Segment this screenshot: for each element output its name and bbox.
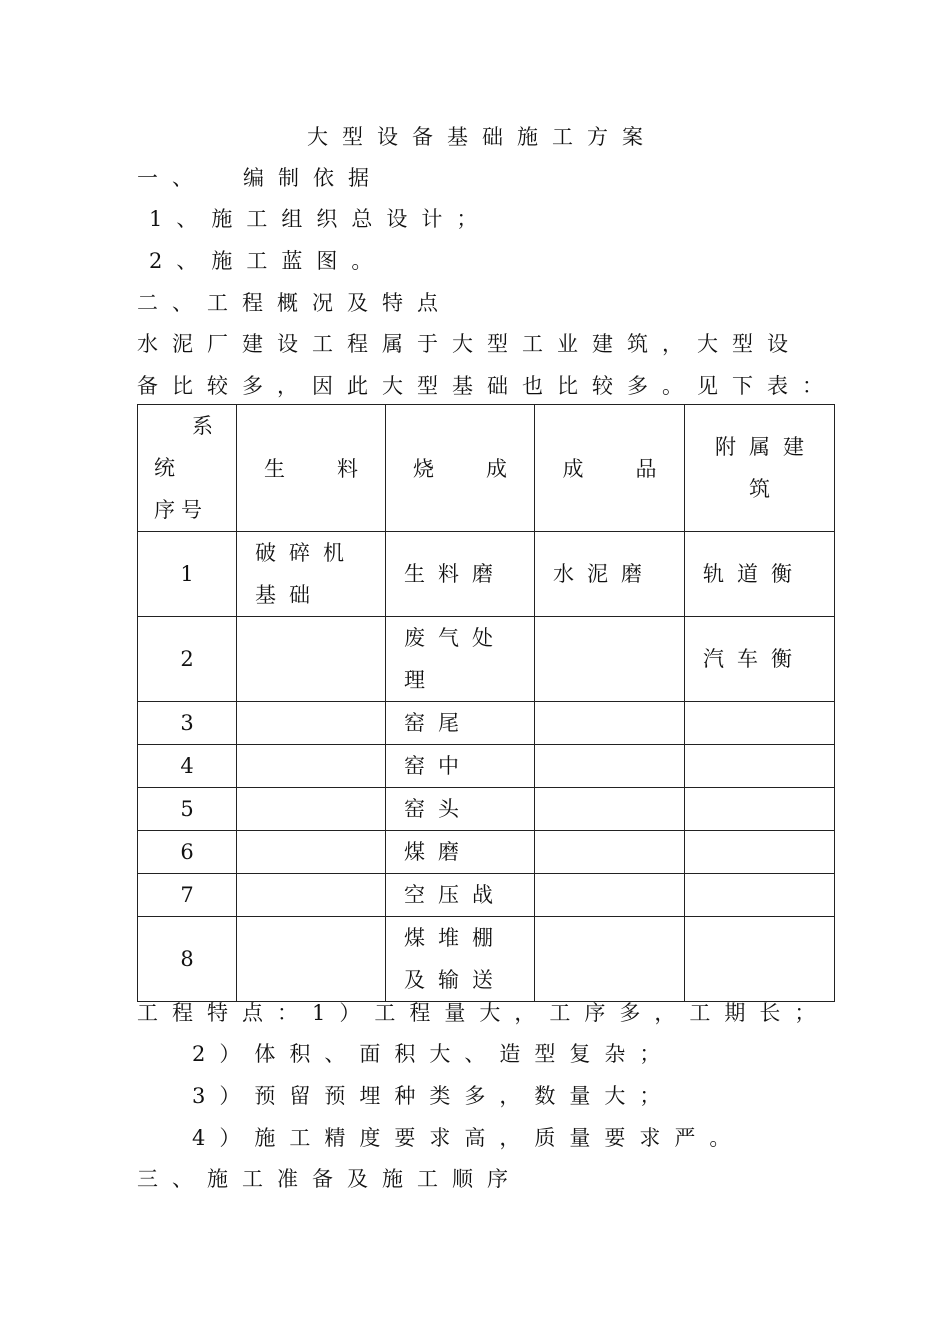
cell-finished-product [535,917,685,1002]
cell-raw-material [237,617,386,702]
row-number: 7 [138,874,237,917]
cell-raw-material [237,788,386,831]
header-raw-a: 生 [264,457,285,481]
header-auxiliary-building [685,405,835,532]
cell-burning [386,702,535,745]
feature-item-4: 4）施工精度要求高，质量要求严。 [192,1126,745,1150]
feature-item-3: 3）预留预埋种类多，数量大； [192,1084,675,1108]
cell-burning-line: 窑头 [404,797,472,821]
row-number: 8 [138,917,237,1002]
cell-auxiliary [685,917,835,1002]
header-system-no [138,405,237,532]
cell-finished-product [535,788,685,831]
cell-auxiliary [685,532,835,617]
header-burn-a: 烧 [413,457,434,481]
cell-auxiliary [685,831,835,874]
table-body [138,532,835,1002]
document-title: 大型设备基础施工方案 [307,125,657,149]
cell-auxiliary-line: 汽车衡 [703,647,805,671]
cell-raw-material [237,702,386,745]
header-system-no-line-3: 序号 [154,498,208,522]
cell-burning [386,788,535,831]
cell-burning [386,532,535,617]
cell-raw-material [237,831,386,874]
header-prod-b: 品 [635,457,657,481]
cell-finished-product [535,617,685,702]
header-system-no-line-2: 统 [154,456,181,480]
table-row [138,831,835,874]
row-number: 1 [138,532,237,617]
cell-burning-line: 理 [404,668,438,692]
table-header-row [138,405,835,532]
cell-finished-product [535,745,685,788]
section-2-heading: 二、工程概况及特点 [137,291,452,315]
cell-burning [386,745,535,788]
cell-auxiliary-line: 轨道衡 [703,562,805,586]
table-row [138,702,835,745]
cell-finished-product-line: 水泥磨 [553,562,655,586]
cell-raw-material [237,874,386,917]
header-burning [386,405,535,532]
header-finished-product [535,405,685,532]
row-number: 6 [138,831,237,874]
row-number: 2 [138,617,237,702]
header-aux-line-2: 筑 [749,477,783,501]
table-row [138,874,835,917]
cell-auxiliary [685,702,835,745]
header-system-no-line-1: 系 [192,414,219,438]
cell-burning [386,917,535,1002]
basis-item-2: 2、施工蓝图。 [149,249,387,273]
header-prod-a: 成 [562,457,584,481]
cell-finished-product [535,874,685,917]
header-burn-b: 成 [486,457,507,481]
cell-burning-line: 及输送 [404,968,506,992]
section-3-heading: 三、施工准备及施工顺序 [137,1167,522,1191]
cell-raw-material [237,917,386,1002]
features-lead: 工程特点：1）工程量大，工序多，工期长； [137,1001,830,1025]
cell-raw-material-line: 基础 [255,583,323,607]
header-aux-line-1: 附属建 [715,435,817,459]
header-raw-b: 料 [337,457,358,481]
cell-finished-product [535,702,685,745]
section-1-number: 一、 [137,166,207,190]
row-number: 4 [138,745,237,788]
cell-burning [386,874,535,917]
cell-burning-line: 窑尾 [404,711,472,735]
cell-auxiliary [685,788,835,831]
cell-raw-material-line: 破碎机 [255,541,357,565]
cell-burning-line: 空压战 [404,883,506,907]
header-raw-material [237,405,386,532]
paragraph-line-1: 水泥厂建设工程属于大型工业建筑，大型设 [137,332,802,356]
paragraph-line-2: 备比较多，因此大型基础也比较多。见下表： [137,374,837,398]
row-number: 5 [138,788,237,831]
cell-raw-material [237,532,386,617]
basis-item-1: 1、施工组织总设计； [149,207,492,231]
cell-burning [386,617,535,702]
equipment-foundation-table [137,404,835,1002]
section-1-title: 编制依据 [243,166,383,190]
cell-finished-product [535,831,685,874]
cell-auxiliary [685,874,835,917]
cell-burning-line: 生料磨 [404,562,506,586]
table-row [138,788,835,831]
table-row [138,917,835,1002]
table-row [138,745,835,788]
cell-burning-line: 煤堆棚 [404,926,506,950]
table-row [138,532,835,617]
section-1-heading [137,157,383,199]
cell-finished-product [535,532,685,617]
cell-burning-line: 窑中 [404,754,472,778]
cell-raw-material [237,745,386,788]
cell-auxiliary [685,745,835,788]
cell-burning-line: 废气处 [404,626,506,650]
cell-burning [386,831,535,874]
cell-auxiliary [685,617,835,702]
cell-burning-line: 煤磨 [404,840,472,864]
feature-item-2: 2）体积、面积大、造型复杂； [192,1042,675,1066]
table-row [138,617,835,702]
row-number: 3 [138,702,237,745]
